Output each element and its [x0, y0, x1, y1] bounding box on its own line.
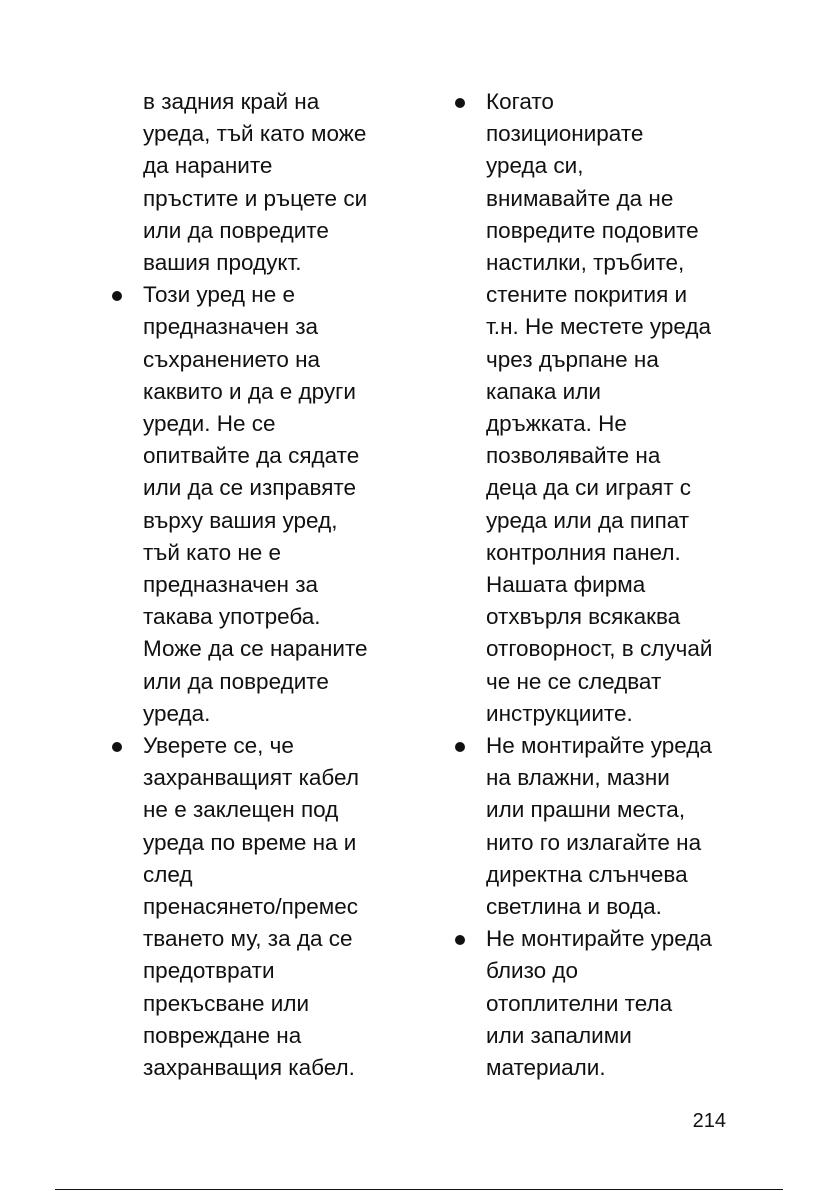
text-line: повредите подовите [486, 217, 699, 243]
text-line: настилки, тръбите, [486, 250, 685, 276]
text-line: пръстите и ръцете си [143, 185, 368, 211]
text-line: предназначен за [143, 314, 319, 340]
text-line: каквито и да е други [143, 378, 356, 404]
text-line: отхвърля всякаква [486, 604, 681, 630]
text-line: тването му, за да се [143, 926, 353, 952]
text-line: дръжката. Не [486, 411, 627, 437]
text-line: прекъсване или [143, 990, 310, 1016]
bullet-icon [455, 935, 465, 945]
text-line: или запалими [486, 1022, 632, 1048]
text-line: или да повредите [143, 668, 329, 694]
text-line: опитвайте да сядате [143, 443, 360, 469]
text-line: захранващия кабел. [143, 1055, 355, 1081]
text-line: Този уред не е [143, 282, 295, 308]
text-line: чрез дърпане на [486, 346, 659, 372]
text-line: пренасянето/премес [143, 894, 359, 920]
bullet-item [112, 279, 402, 730]
text-line: директна слънчева [486, 861, 688, 887]
text-line: Нашата фирма [486, 572, 646, 598]
text-line: светлина и вода. [486, 894, 662, 920]
left-column [112, 86, 402, 1084]
text-line: или да повредите [143, 217, 329, 243]
text-line: Може да се нараните [143, 636, 368, 662]
bullet-icon [455, 98, 465, 108]
text-line: уреда, тъй като може [143, 121, 367, 147]
text-line: уреда си, [486, 153, 584, 179]
text-line: съхранението на [143, 346, 321, 372]
text-line: стените покрития и [486, 282, 688, 308]
right-column [455, 86, 740, 1084]
text-line: да нараните [143, 153, 273, 179]
text-line: инструкциите. [486, 700, 633, 726]
text-line: в задния край на [143, 89, 320, 114]
text-line: деца да си играят с [486, 475, 692, 501]
text-line: Не монтирайте уреда [486, 733, 712, 759]
text-line: нито го излагайте на [486, 829, 702, 855]
text-line: близо до [486, 958, 579, 984]
text-line: или да се изправяте [143, 475, 356, 501]
text-line: Уверете се, че [143, 733, 294, 759]
bullet-item [112, 730, 402, 1084]
text-line: такава употреба. [143, 604, 321, 630]
text-line: вашия продукт. [143, 250, 302, 276]
text-line: захранващият кабел [143, 765, 359, 791]
page-number: 214 [692, 1110, 726, 1132]
text-line: позиционирате [486, 121, 644, 147]
text-line: материали. [486, 1055, 606, 1081]
bullet-icon [112, 742, 122, 752]
text-line: контролния панел. [486, 539, 681, 565]
text-line: не е заклещен под [143, 797, 339, 823]
bullet-icon [455, 742, 465, 752]
text-line: тъй като не е [143, 539, 282, 565]
text-line: отговорност, в случай [486, 636, 713, 662]
bullet-icon [112, 291, 122, 301]
text-line: капака или [486, 378, 601, 404]
text-line: предотврати [143, 958, 275, 984]
text-line: или прашни места, [486, 797, 686, 823]
text-line: уреда по време на и [143, 829, 357, 855]
text-line: че не се следват [486, 668, 662, 694]
bullet-item [455, 923, 740, 1084]
text-line: Когато [486, 89, 554, 114]
footer-rule [55, 1189, 783, 1190]
text-line: повреждане на [143, 1022, 302, 1048]
text-line: предназначен за [143, 572, 319, 598]
text-line: позволявайте на [486, 443, 661, 469]
text-line: внимавайте да не [486, 185, 674, 211]
text-line: уреда или да пипат [486, 507, 690, 533]
text-line: на влажни, мазни [486, 765, 670, 791]
bullet-item [455, 730, 740, 923]
text-line: уреди. Не се [143, 411, 276, 437]
bullet-item [455, 86, 740, 730]
text-line: т.н. Не местете уреда [486, 314, 712, 340]
text-line: върху вашия уред, [143, 507, 338, 533]
text-line: уреда. [143, 700, 211, 726]
text-line: Не монтирайте уреда [486, 926, 712, 952]
text-line: отоплителни тела [486, 990, 673, 1016]
continued-paragraph [112, 86, 402, 279]
text-line: след [143, 861, 193, 887]
